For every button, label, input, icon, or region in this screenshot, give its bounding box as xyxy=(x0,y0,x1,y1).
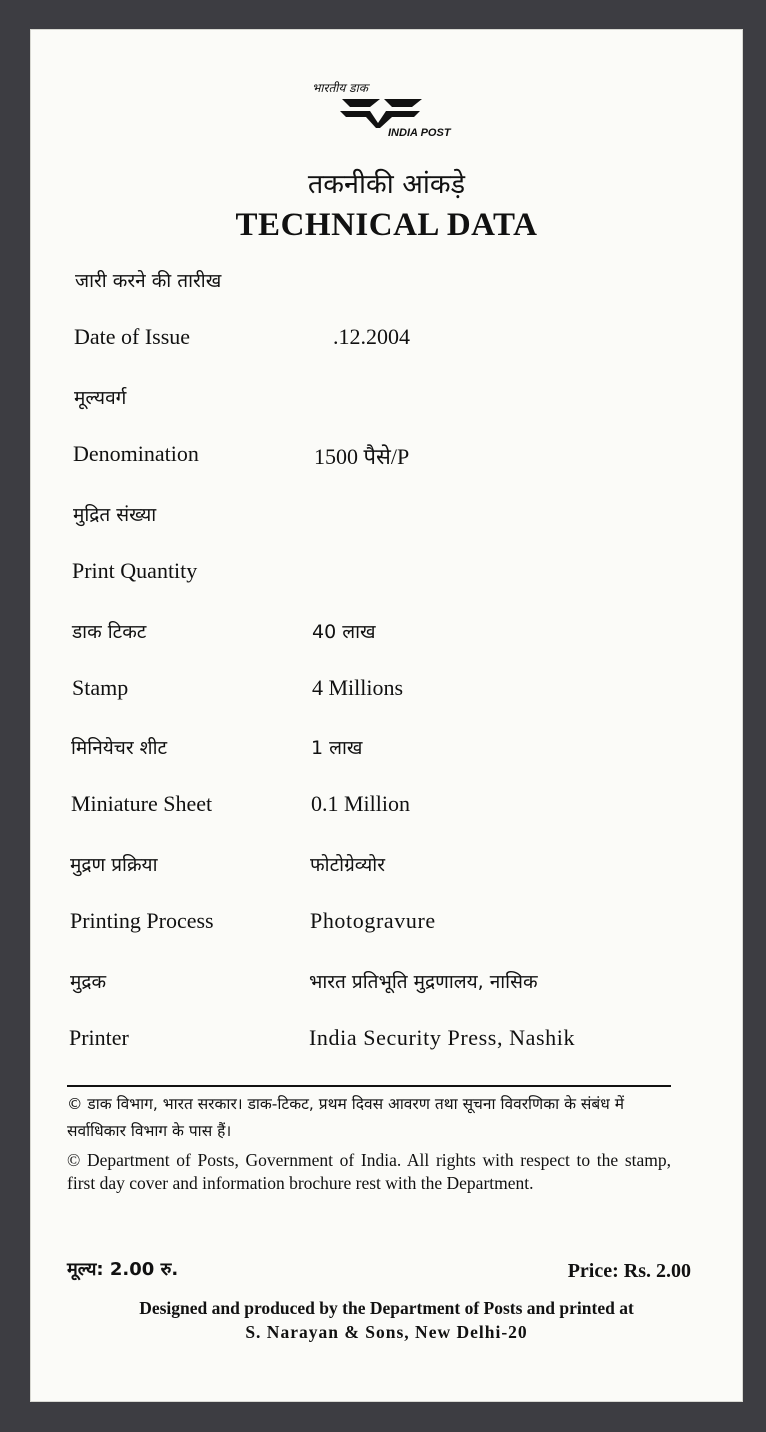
row-printing-process xyxy=(30,908,743,938)
logo-english-text: INDIA POST xyxy=(388,127,451,139)
row-issue-date-hindi xyxy=(30,267,743,297)
row-miniature-sheet xyxy=(30,791,743,821)
row-label: डाक टिकट xyxy=(72,621,147,643)
row-label: Print Quantity xyxy=(72,558,198,583)
divider xyxy=(67,1085,671,1087)
row-value: 4 Millions xyxy=(312,675,404,700)
row-label: Date of Issue xyxy=(74,324,191,349)
row-value: India Security Press, Nashik xyxy=(309,1025,576,1050)
row-denomination-hindi xyxy=(30,384,743,414)
india-post-logo-icon xyxy=(340,95,424,129)
india-post-logo xyxy=(30,79,743,149)
row-miniature-sheet-hindi xyxy=(30,734,743,764)
row-stamp-hindi xyxy=(30,618,743,648)
row-label: मूल्यवर्ग xyxy=(74,387,127,409)
row-label: मुद्रित संख्या xyxy=(73,504,157,526)
row-label: मिनियेचर शीट xyxy=(71,737,168,759)
row-printing-process-hindi xyxy=(30,851,743,881)
row-label: Printing Process xyxy=(70,908,214,933)
price-english: Price: Rs. 2.00 xyxy=(567,1260,691,1282)
copyright-english: © Department of Posts, Government of India. All rights with respect to the stamp, first day cover and information brochure rest with the Department. xyxy=(67,1150,671,1193)
row-print-quantity-hindi xyxy=(30,501,743,531)
row-print-quantity xyxy=(30,558,743,588)
page-title: TECHNICAL DATA xyxy=(235,207,538,243)
page-title-hindi: तकनीकी आंकड़े xyxy=(307,169,466,200)
row-label: मुद्रक xyxy=(70,971,107,993)
logo-hindi-text: भारतीय डाक xyxy=(312,81,368,95)
row-label: Miniature Sheet xyxy=(71,791,213,816)
row-value: 1500 पैसे/P xyxy=(314,444,410,469)
row-value: 40 लाख xyxy=(312,621,376,643)
row-value: फोटोग्रेव्योर xyxy=(310,854,385,876)
row-value: .12.2004 xyxy=(333,324,410,349)
row-value: 1 लाख xyxy=(311,737,363,759)
row-stamp xyxy=(30,675,743,705)
row-label: Stamp xyxy=(72,675,129,700)
technical-data-sheet xyxy=(30,29,743,1402)
row-date-of-issue xyxy=(30,324,743,354)
footer-credits xyxy=(30,1296,743,1344)
row-value: Photogravure xyxy=(310,908,436,933)
row-label: Denomination xyxy=(73,441,199,466)
row-denomination xyxy=(30,441,743,471)
row-value: भारत प्रतिभूति मुद्रणालय, नासिक xyxy=(309,971,538,993)
footer-line-1: Designed and produced by the Department of Posts and printed at xyxy=(139,1298,634,1318)
row-value: 0.1 Million xyxy=(311,791,411,816)
footer-line-2: S. Narayan & Sons, New Delhi-20 xyxy=(245,1322,528,1342)
row-label: जारी करने की तारीख xyxy=(75,270,222,292)
row-printer-hindi xyxy=(30,968,743,998)
row-label: मुद्रण प्रक्रिया xyxy=(70,854,158,876)
price-hindi: मूल्य: 2.00 रु. xyxy=(67,1259,179,1280)
row-label: Printer xyxy=(69,1025,129,1050)
copyright-hindi: © डाक विभाग, भारत सरकार। डाक-टिकट, प्रथम दिवस आवरण तथा सूचना विवरणिका के संबंध में सर्वाधिकार विभाग के पास हैं। xyxy=(67,1095,624,1140)
row-printer xyxy=(30,1025,743,1055)
